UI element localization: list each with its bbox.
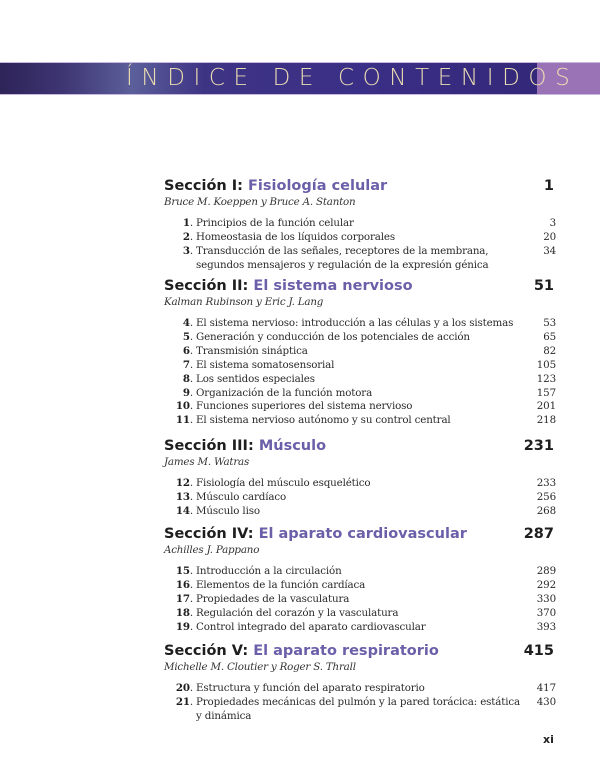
chapter-page: 393 (536, 620, 556, 633)
chapter-title: El sistema somatosensorial (196, 358, 335, 371)
chapter-page: 233 (536, 477, 556, 489)
chapter-title: Músculo liso (196, 504, 260, 517)
section-page: 1 (543, 178, 554, 194)
chapter-title: Elementos de la función cardíaca (196, 578, 366, 591)
section-prefix: Sección III: (164, 438, 259, 454)
chapter-entry[interactable] (164, 579, 556, 593)
chapter-number: 5 . (164, 331, 193, 345)
chapter-number: 10 . (164, 400, 193, 414)
chapter-title: Transducción de las señales, receptores de la membrana, segundos mensajeros y regulación de la expresión génica (196, 244, 489, 271)
chapter-entry[interactable] (164, 477, 556, 491)
chapter-title: Funciones superiores del sistema nervioso (196, 400, 413, 413)
chapter-entry[interactable] (164, 565, 556, 579)
section-heading[interactable] (164, 641, 556, 661)
section-authors: James M. Watras (164, 456, 250, 468)
section-authors: Michelle M. Cloutier y Roger S. Thrall (164, 661, 356, 673)
section-prefix: Sección V: (164, 643, 254, 659)
header-banner (0, 62, 600, 95)
chapter-number: 9 . (164, 387, 193, 401)
chapter-title: Transmisión sináptica (196, 344, 308, 357)
chapter-number: 19 . (164, 621, 193, 635)
chapter-number: 14 . (164, 505, 193, 519)
toc-section-1 (164, 176, 556, 273)
section-page: 287 (523, 526, 554, 542)
chapter-page: 201 (536, 400, 556, 413)
section-title: Músculo (258, 438, 327, 454)
chapter-entry[interactable] (164, 331, 556, 345)
section-page: 231 (523, 438, 554, 454)
section-title: El aparato respiratorio (253, 643, 439, 659)
chapter-page: 268 (536, 504, 556, 517)
toc-section-5 (164, 641, 556, 724)
chapter-title: Propiedades de la vasculatura (196, 592, 350, 605)
section-authors: Bruce M. Koeppen y Bruce A. Stanton (164, 196, 356, 208)
chapter-title: Los sentidos especiales (196, 372, 315, 385)
section-authors: Achilles J. Pappano (164, 544, 260, 556)
chapter-number: 16 . (164, 579, 193, 593)
chapter-number: 21 . (164, 696, 193, 710)
chapter-number: 17 . (164, 593, 193, 607)
chapter-page: 65 (543, 330, 556, 343)
chapter-page: 34 (543, 244, 556, 257)
chapter-page: 256 (536, 490, 556, 503)
chapter-title: Fisiología del músculo esquelético (196, 477, 371, 489)
chapter-number: 6 . (164, 345, 193, 359)
chapter-page: 157 (536, 386, 556, 399)
chapter-title: Organización de la función motora (196, 386, 373, 399)
chapter-page: 123 (536, 372, 556, 385)
section-heading[interactable] (164, 436, 556, 456)
chapter-title: Regulación del corazón y la vasculatura (196, 606, 399, 619)
chapter-page: 53 (543, 317, 556, 329)
chapter-number: 7 . (164, 359, 193, 373)
chapter-entry[interactable] (164, 317, 556, 331)
section-page: 415 (523, 643, 554, 659)
chapter-title: El sistema nervioso autónomo y su control central (196, 414, 451, 427)
chapter-title: Músculo cardíaco (196, 490, 287, 503)
chapter-number: 12 . (164, 477, 193, 491)
chapter-entry[interactable] (164, 245, 556, 273)
section-heading[interactable] (164, 176, 556, 196)
chapter-title: Generación y conducción de los potenciales de acción (196, 330, 470, 343)
chapter-entry[interactable] (164, 505, 556, 519)
chapter-entry[interactable] (164, 682, 556, 696)
toc-section-2 (164, 276, 556, 428)
section-prefix: Sección I: (164, 178, 249, 194)
toc-section-3 (164, 436, 556, 519)
chapter-page: 20 (543, 230, 556, 243)
section-authors: Kalman Rubinson y Eric J. Lang (164, 296, 324, 308)
chapter-number: 15 . (164, 565, 193, 579)
section-heading[interactable] (164, 276, 556, 296)
chapter-page: 82 (543, 344, 556, 357)
chapter-page: 218 (536, 414, 556, 427)
section-prefix: Sección II: (164, 278, 254, 294)
chapter-entry[interactable] (164, 607, 556, 621)
chapter-entry[interactable] (164, 491, 556, 505)
chapter-title: El sistema nervioso: introducción a las células y a los sistemas (196, 317, 514, 329)
chapter-number: 11 . (164, 414, 193, 428)
chapter-entry[interactable] (164, 593, 556, 607)
section-title: Fisiología celular (248, 178, 388, 194)
section-prefix: Sección IV: (164, 526, 259, 542)
chapter-entry[interactable] (164, 373, 556, 387)
chapter-number: 4 . (164, 317, 193, 331)
section-title: El sistema nervioso (253, 278, 413, 294)
chapter-title: Introducción a la circulación (196, 565, 342, 577)
section-page: 51 (533, 278, 554, 294)
chapter-entry[interactable] (164, 400, 556, 414)
chapter-page: 430 (536, 695, 556, 708)
chapter-entry[interactable] (164, 387, 556, 401)
chapter-page: 370 (536, 606, 556, 619)
chapter-entry[interactable] (164, 231, 556, 245)
chapter-entry[interactable] (164, 345, 556, 359)
chapter-title: Estructura y función del aparato respiratorio (196, 682, 425, 694)
chapter-title: Principios de la función celular (196, 217, 354, 229)
chapter-number: 3 . (164, 245, 193, 259)
chapter-number: 20 . (164, 682, 193, 696)
chapter-number: 1 . (164, 217, 193, 231)
chapter-page: 289 (536, 565, 556, 577)
chapter-entry[interactable] (164, 621, 556, 635)
chapter-entry[interactable] (164, 414, 556, 428)
chapter-page: 417 (536, 682, 556, 694)
chapter-number: 8 . (164, 373, 193, 387)
chapter-number: 2 . (164, 231, 193, 245)
toc-section-4 (164, 524, 556, 635)
chapter-entry[interactable] (164, 696, 556, 724)
chapter-title: Control integrado del aparato cardiovascular (196, 620, 426, 633)
chapter-title: Homeostasia de los líquidos corporales (196, 230, 395, 243)
chapter-entry[interactable] (164, 359, 556, 373)
chapter-title: Propiedades mecánicas del pulmón y la pared torácica: estática y dinámica (196, 695, 520, 722)
chapter-page: 292 (536, 578, 556, 591)
chapter-page: 330 (536, 592, 556, 605)
chapter-entry[interactable] (164, 217, 556, 231)
chapter-number: 18 . (164, 607, 193, 621)
page-number: xi (543, 733, 554, 746)
chapter-page: 3 (549, 217, 556, 229)
section-title: El aparato cardiovascular (258, 526, 467, 542)
chapter-page: 105 (536, 358, 556, 371)
section-heading[interactable] (164, 524, 556, 544)
chapter-number: 13 . (164, 491, 193, 505)
page-title: ÍNDICE DE CONTENIDOS (126, 65, 579, 91)
